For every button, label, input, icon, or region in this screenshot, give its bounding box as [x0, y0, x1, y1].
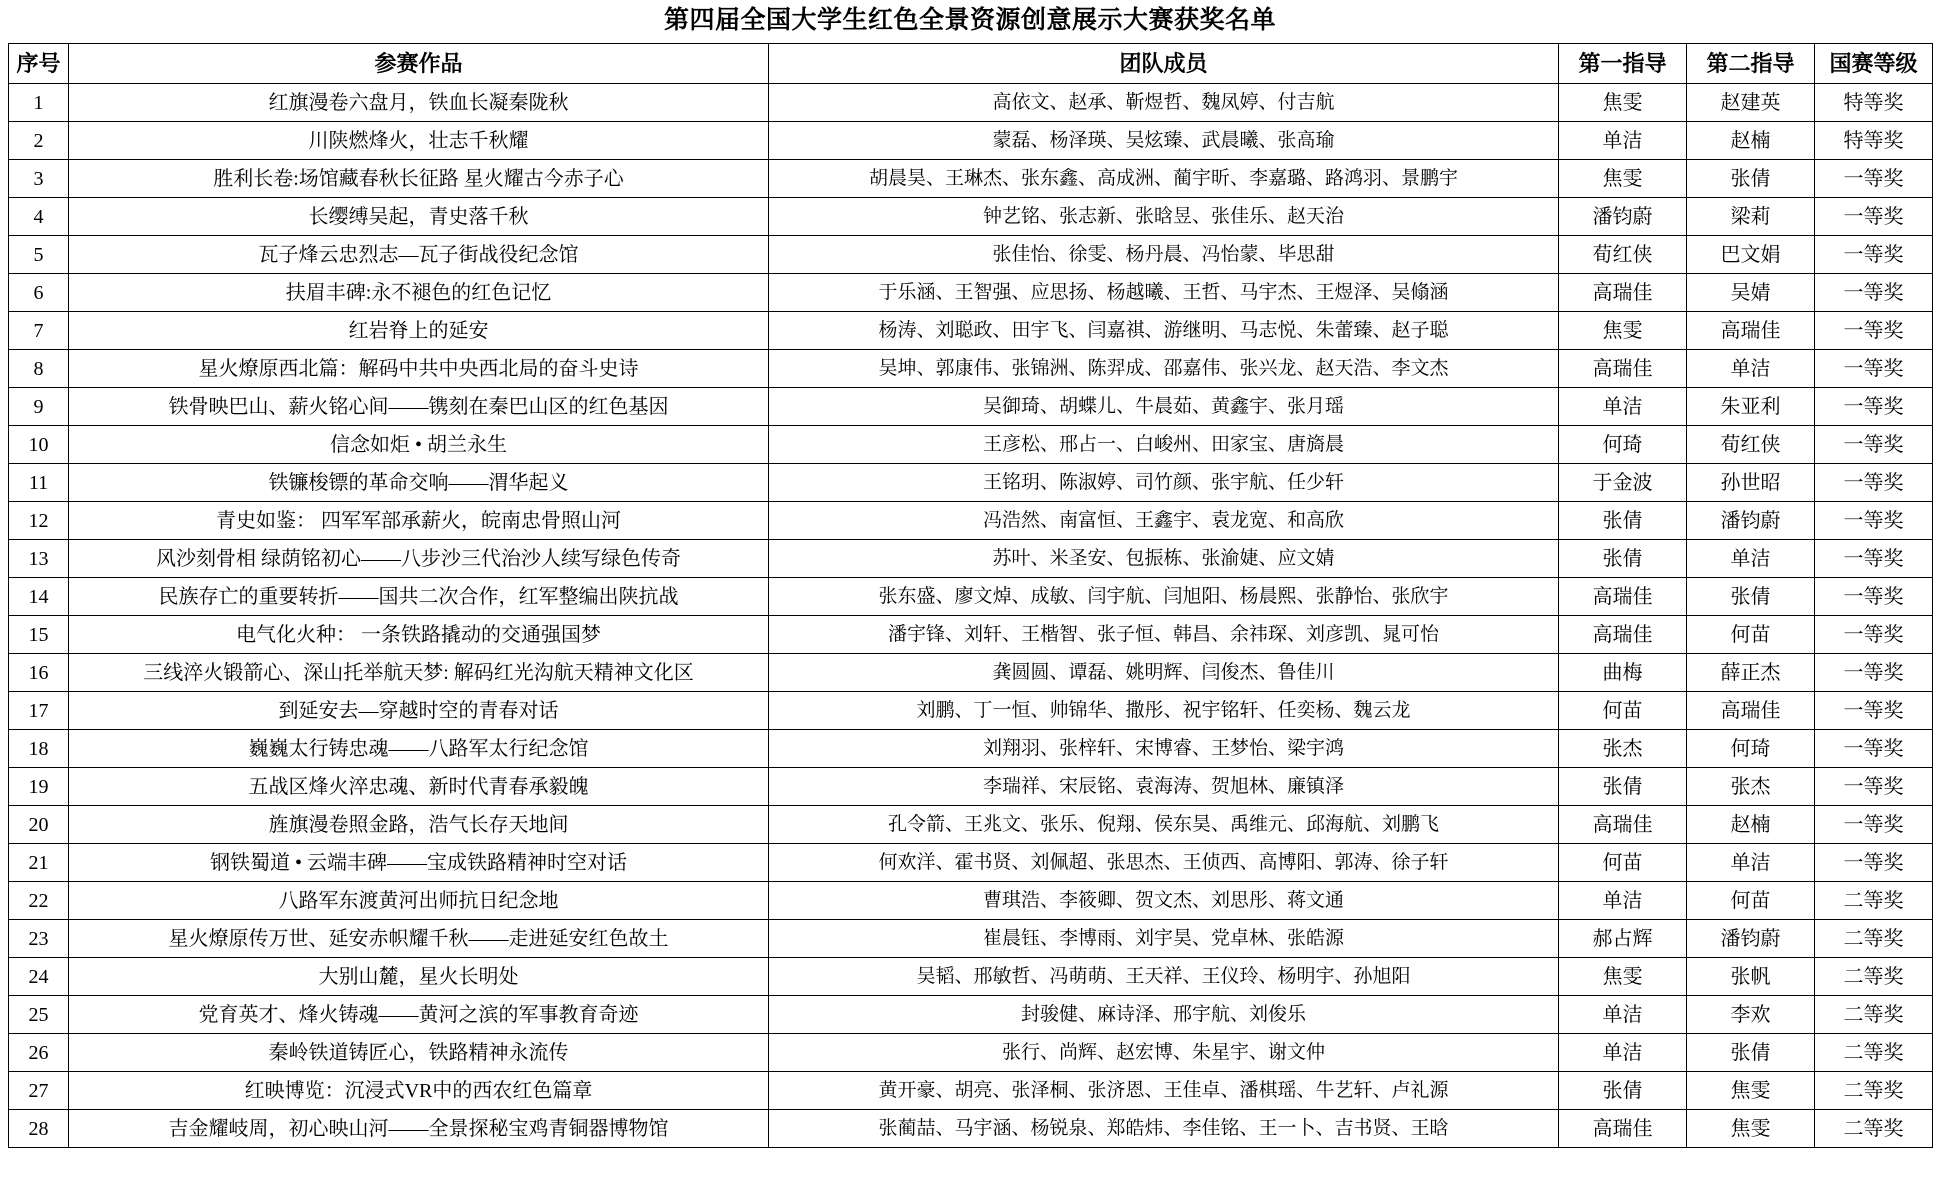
cell-supervisor2: 焦雯: [1687, 1072, 1815, 1110]
cell-work: 旌旗漫卷照金路，浩气长存天地间: [69, 806, 769, 844]
cell-level: 一等奖: [1815, 692, 1933, 730]
cell-work: 巍巍太行铸忠魂——八路军太行纪念馆: [69, 730, 769, 768]
cell-supervisor1: 于金波: [1559, 464, 1687, 502]
cell-supervisor1: 单洁: [1559, 1034, 1687, 1072]
cell-team: 刘翔羽、张梓轩、宋博睿、王梦怡、梁宇鸿: [769, 730, 1559, 768]
cell-work: 五战区烽火淬忠魂、新时代青春承毅魄: [69, 768, 769, 806]
cell-supervisor1: 高瑞佳: [1559, 578, 1687, 616]
cell-level: 一等奖: [1815, 806, 1933, 844]
table-row: [9, 350, 1933, 388]
cell-supervisor1: 单洁: [1559, 388, 1687, 426]
cell-work: 吉金耀岐周，初心映山河——全景探秘宝鸡青铜器博物馆: [69, 1110, 769, 1148]
cell-index: 24: [9, 958, 69, 996]
cell-level: 一等奖: [1815, 312, 1933, 350]
cell-supervisor2: 张杰: [1687, 768, 1815, 806]
table-row: [9, 768, 1933, 806]
cell-team: 杨涛、刘聪政、田宇飞、闫嘉祺、游继明、马志悦、朱蕾臻、赵子聪: [769, 312, 1559, 350]
cell-work: 大别山麓，星火长明处: [69, 958, 769, 996]
cell-supervisor1: 焦雯: [1559, 312, 1687, 350]
cell-index: 13: [9, 540, 69, 578]
cell-work: 红岩脊上的延安: [69, 312, 769, 350]
cell-supervisor2: 张倩: [1687, 160, 1815, 198]
cell-level: 特等奖: [1815, 84, 1933, 122]
cell-supervisor1: 张倩: [1559, 768, 1687, 806]
cell-work: 铁镰梭镖的革命交响——渭华起义: [69, 464, 769, 502]
cell-index: 3: [9, 160, 69, 198]
cell-supervisor2: 赵建英: [1687, 84, 1815, 122]
cell-level: 二等奖: [1815, 1072, 1933, 1110]
cell-team: 钟艺铭、张志新、张晗昱、张佳乐、赵天治: [769, 198, 1559, 236]
cell-level: 一等奖: [1815, 844, 1933, 882]
cell-team: 于乐涵、王智强、应思扬、杨越曦、王哲、马宇杰、王煜泽、吴翛涵: [769, 274, 1559, 312]
cell-index: 23: [9, 920, 69, 958]
cell-supervisor1: 张倩: [1559, 502, 1687, 540]
cell-team: 崔晨钰、李博雨、刘宇昊、党卓林、张皓源: [769, 920, 1559, 958]
cell-supervisor1: 高瑞佳: [1559, 806, 1687, 844]
table-row: [9, 844, 1933, 882]
cell-team: 胡晨昊、王琳杰、张东鑫、高成洲、蔺宇昕、李嘉璐、路鸿羽、景鹏宇: [769, 160, 1559, 198]
cell-supervisor1: 焦雯: [1559, 160, 1687, 198]
table-row: [9, 160, 1933, 198]
cell-team: 张佳怡、徐雯、杨丹晨、冯怡蒙、毕思甜: [769, 236, 1559, 274]
cell-index: 14: [9, 578, 69, 616]
cell-level: 一等奖: [1815, 730, 1933, 768]
column-header-supervisor1: 第一指导: [1559, 44, 1687, 84]
cell-level: 一等奖: [1815, 198, 1933, 236]
cell-work: 长缨缚吴起，青史落千秋: [69, 198, 769, 236]
cell-supervisor2: 张帆: [1687, 958, 1815, 996]
cell-supervisor1: 何苗: [1559, 692, 1687, 730]
cell-level: 二等奖: [1815, 920, 1933, 958]
cell-level: 一等奖: [1815, 160, 1933, 198]
cell-supervisor2: 梁莉: [1687, 198, 1815, 236]
table-row: [9, 426, 1933, 464]
cell-index: 18: [9, 730, 69, 768]
cell-work: 星火燎原传万世、延安赤帜耀千秋——走进延安红色故土: [69, 920, 769, 958]
table-row: [9, 920, 1933, 958]
cell-supervisor2: 张倩: [1687, 1034, 1815, 1072]
cell-team: 吴韬、邢敏哲、冯萌萌、王天祥、王仪玲、杨明宇、孙旭阳: [769, 958, 1559, 996]
cell-team: 苏叶、米圣安、包振栋、张渝婕、应文婧: [769, 540, 1559, 578]
table-row: [9, 1072, 1933, 1110]
cell-index: 17: [9, 692, 69, 730]
cell-supervisor1: 何琦: [1559, 426, 1687, 464]
cell-level: 一等奖: [1815, 464, 1933, 502]
cell-supervisor2: 张倩: [1687, 578, 1815, 616]
cell-supervisor1: 高瑞佳: [1559, 1110, 1687, 1148]
cell-work: 三线淬火锻箭心、深山托举航天梦: 解码红光沟航天精神文化区: [69, 654, 769, 692]
cell-supervisor1: 焦雯: [1559, 958, 1687, 996]
cell-team: 王铭玥、陈淑婷、司竹颜、张宇航、任少轩: [769, 464, 1559, 502]
cell-index: 4: [9, 198, 69, 236]
cell-index: 12: [9, 502, 69, 540]
table-row: [9, 654, 1933, 692]
cell-supervisor1: 何苗: [1559, 844, 1687, 882]
cell-supervisor2: 薛正杰: [1687, 654, 1815, 692]
cell-team: 孔令箭、王兆文、张乐、倪翔、侯东昊、禹维元、邱海航、刘鹏飞: [769, 806, 1559, 844]
cell-supervisor2: 李欢: [1687, 996, 1815, 1034]
cell-level: 二等奖: [1815, 1034, 1933, 1072]
cell-index: 11: [9, 464, 69, 502]
cell-index: 10: [9, 426, 69, 464]
cell-supervisor1: 荀红侠: [1559, 236, 1687, 274]
table-row: [9, 1110, 1933, 1148]
cell-level: 一等奖: [1815, 768, 1933, 806]
column-header-level: 国赛等级: [1815, 44, 1933, 84]
cell-level: 一等奖: [1815, 388, 1933, 426]
cell-work: 钢铁蜀道 • 云端丰碑——宝成铁路精神时空对话: [69, 844, 769, 882]
cell-team: 潘宇锋、刘轩、王楷智、张子恒、韩昌、余祎琛、刘彦凯、晁可怡: [769, 616, 1559, 654]
cell-work: 胜利长卷:场馆藏春秋长征路 星火耀古今赤子心: [69, 160, 769, 198]
table-header-row: [9, 44, 1933, 84]
cell-work: 到延安去—穿越时空的青春对话: [69, 692, 769, 730]
cell-level: 二等奖: [1815, 1110, 1933, 1148]
table-row: [9, 882, 1933, 920]
cell-work: 民族存亡的重要转折——国共二次合作，红军整编出陕抗战: [69, 578, 769, 616]
cell-index: 21: [9, 844, 69, 882]
cell-level: 一等奖: [1815, 426, 1933, 464]
cell-team: 李瑞祥、宋辰铭、袁海涛、贺旭林、廉镇泽: [769, 768, 1559, 806]
cell-index: 19: [9, 768, 69, 806]
table-row: [9, 616, 1933, 654]
cell-team: 王彦松、邢占一、白峻州、田家宝、唐旖晨: [769, 426, 1559, 464]
cell-index: 15: [9, 616, 69, 654]
cell-supervisor2: 单洁: [1687, 540, 1815, 578]
cell-work: 秦岭铁道铸匠心，铁路精神永流传: [69, 1034, 769, 1072]
cell-supervisor1: 张倩: [1559, 540, 1687, 578]
cell-supervisor2: 单洁: [1687, 350, 1815, 388]
table-row: [9, 122, 1933, 160]
table-row: [9, 692, 1933, 730]
cell-level: 一等奖: [1815, 654, 1933, 692]
cell-level: 一等奖: [1815, 540, 1933, 578]
cell-level: 一等奖: [1815, 274, 1933, 312]
cell-supervisor2: 孙世昭: [1687, 464, 1815, 502]
column-header-work: 参赛作品: [69, 44, 769, 84]
cell-supervisor2: 单洁: [1687, 844, 1815, 882]
cell-work: 电气化火种： 一条铁路撬动的交通强国梦: [69, 616, 769, 654]
cell-index: 5: [9, 236, 69, 274]
cell-supervisor1: 郝占辉: [1559, 920, 1687, 958]
cell-index: 25: [9, 996, 69, 1034]
cell-index: 8: [9, 350, 69, 388]
table-row: [9, 84, 1933, 122]
cell-index: 6: [9, 274, 69, 312]
cell-supervisor2: 巴文娟: [1687, 236, 1815, 274]
cell-level: 一等奖: [1815, 578, 1933, 616]
cell-index: 2: [9, 122, 69, 160]
cell-supervisor1: 曲梅: [1559, 654, 1687, 692]
cell-supervisor2: 潘钧蔚: [1687, 920, 1815, 958]
table-row: [9, 464, 1933, 502]
cell-work: 青史如鉴： 四军军部承薪火，皖南忠骨照山河: [69, 502, 769, 540]
cell-index: 28: [9, 1110, 69, 1148]
cell-supervisor1: 单洁: [1559, 996, 1687, 1034]
cell-supervisor2: 高瑞佳: [1687, 692, 1815, 730]
cell-supervisor1: 高瑞佳: [1559, 274, 1687, 312]
cell-index: 27: [9, 1072, 69, 1110]
cell-supervisor1: 高瑞佳: [1559, 616, 1687, 654]
table-row: [9, 502, 1933, 540]
cell-work: 八路军东渡黄河出师抗日纪念地: [69, 882, 769, 920]
table-row: [9, 274, 1933, 312]
cell-work: 星火燎原西北篇：解码中共中央西北局的奋斗史诗: [69, 350, 769, 388]
cell-team: 封骏健、麻诗泽、邢宇航、刘俊乐: [769, 996, 1559, 1034]
cell-supervisor2: 何琦: [1687, 730, 1815, 768]
cell-supervisor1: 张倩: [1559, 1072, 1687, 1110]
cell-team: 张蔺喆、马宇涵、杨锐泉、郑皓炜、李佳铭、王一卜、吉书贤、王晗: [769, 1110, 1559, 1148]
cell-team: 刘鹏、丁一恒、帅锦华、撒彤、祝宇铭轩、任奕杨、魏云龙: [769, 692, 1559, 730]
cell-team: 吴坤、郭康伟、张锦洲、陈羿成、邵嘉伟、张兴龙、赵天浩、李文杰: [769, 350, 1559, 388]
cell-work: 红旗漫卷六盘月，铁血长凝秦陇秋: [69, 84, 769, 122]
cell-work: 党育英才、烽火铸魂——黄河之滨的军事教育奇迹: [69, 996, 769, 1034]
cell-supervisor2: 吴婧: [1687, 274, 1815, 312]
cell-team: 吴御琦、胡蝶儿、牛晨茹、黄鑫宇、张月瑶: [769, 388, 1559, 426]
table-row: [9, 996, 1933, 1034]
cell-index: 22: [9, 882, 69, 920]
table-row: [9, 540, 1933, 578]
column-header-index: 序号: [9, 44, 69, 84]
cell-supervisor2: 朱亚利: [1687, 388, 1815, 426]
cell-index: 20: [9, 806, 69, 844]
cell-work: 风沙刻骨相 绿荫铭初心——八步沙三代治沙人续写绿色传奇: [69, 540, 769, 578]
cell-supervisor2: 何苗: [1687, 616, 1815, 654]
cell-supervisor2: 高瑞佳: [1687, 312, 1815, 350]
cell-level: 二等奖: [1815, 958, 1933, 996]
table-row: [9, 236, 1933, 274]
cell-team: 曹琪浩、李筱卿、贺文杰、刘思彤、蒋文通: [769, 882, 1559, 920]
table-row: [9, 312, 1933, 350]
cell-work: 瓦子烽云忠烈志—瓦子街战役纪念馆: [69, 236, 769, 274]
cell-supervisor1: 单洁: [1559, 122, 1687, 160]
cell-team: 张行、尚辉、赵宏博、朱星宇、谢文仲: [769, 1034, 1559, 1072]
cell-work: 红映博览：沉浸式VR中的西农红色篇章: [69, 1072, 769, 1110]
cell-level: 特等奖: [1815, 122, 1933, 160]
table-row: [9, 806, 1933, 844]
cell-supervisor1: 张杰: [1559, 730, 1687, 768]
cell-team: 黄开豪、胡亮、张泽桐、张济恩、王佳卓、潘棋瑶、牛艺轩、卢礼源: [769, 1072, 1559, 1110]
table-row: [9, 730, 1933, 768]
cell-team: 高依文、赵承、靳煜哲、魏凤婷、付吉航: [769, 84, 1559, 122]
cell-supervisor1: 焦雯: [1559, 84, 1687, 122]
cell-supervisor2: 焦雯: [1687, 1110, 1815, 1148]
table-row: [9, 1034, 1933, 1072]
award-list-table: [8, 43, 1933, 1148]
cell-index: 9: [9, 388, 69, 426]
column-header-supervisor2: 第二指导: [1687, 44, 1815, 84]
column-header-team: 团队成员: [769, 44, 1559, 84]
cell-level: 一等奖: [1815, 616, 1933, 654]
table-row: [9, 388, 1933, 426]
cell-level: 一等奖: [1815, 236, 1933, 274]
cell-index: 26: [9, 1034, 69, 1072]
cell-supervisor1: 潘钧蔚: [1559, 198, 1687, 236]
table-row: [9, 198, 1933, 236]
cell-index: 16: [9, 654, 69, 692]
table-row: [9, 958, 1933, 996]
cell-supervisor2: 荀红侠: [1687, 426, 1815, 464]
cell-level: 一等奖: [1815, 502, 1933, 540]
cell-supervisor2: 潘钧蔚: [1687, 502, 1815, 540]
cell-level: 一等奖: [1815, 350, 1933, 388]
cell-level: 二等奖: [1815, 996, 1933, 1034]
cell-level: 二等奖: [1815, 882, 1933, 920]
cell-work: 川陕燃烽火，壮志千秋耀: [69, 122, 769, 160]
cell-supervisor2: 赵楠: [1687, 122, 1815, 160]
cell-supervisor2: 何苗: [1687, 882, 1815, 920]
cell-team: 冯浩然、南富恒、王鑫宇、袁龙宽、和高欣: [769, 502, 1559, 540]
cell-supervisor1: 单洁: [1559, 882, 1687, 920]
cell-index: 7: [9, 312, 69, 350]
cell-team: 龚圆圆、谭磊、姚明辉、闫俊杰、鲁佳川: [769, 654, 1559, 692]
cell-team: 蒙磊、杨泽瑛、吴炫臻、武晨曦、张高瑜: [769, 122, 1559, 160]
cell-work: 扶眉丰碑:永不褪色的红色记忆: [69, 274, 769, 312]
cell-team: 何欢洋、霍书贤、刘佩超、张思杰、王侦西、高博阳、郭涛、徐子轩: [769, 844, 1559, 882]
cell-team: 张东盛、廖文焯、成敏、闫宇航、闫旭阳、杨晨熙、张静怡、张欣宇: [769, 578, 1559, 616]
cell-work: 铁骨映巴山、薪火铭心间——镌刻在秦巴山区的红色基因: [69, 388, 769, 426]
table-row: [9, 578, 1933, 616]
cell-index: 1: [9, 84, 69, 122]
page-title: 第四届全国大学生红色全景资源创意展示大赛获奖名单: [663, 7, 1276, 34]
cell-supervisor1: 高瑞佳: [1559, 350, 1687, 388]
cell-supervisor2: 赵楠: [1687, 806, 1815, 844]
cell-work: 信念如炬 • 胡兰永生: [69, 426, 769, 464]
